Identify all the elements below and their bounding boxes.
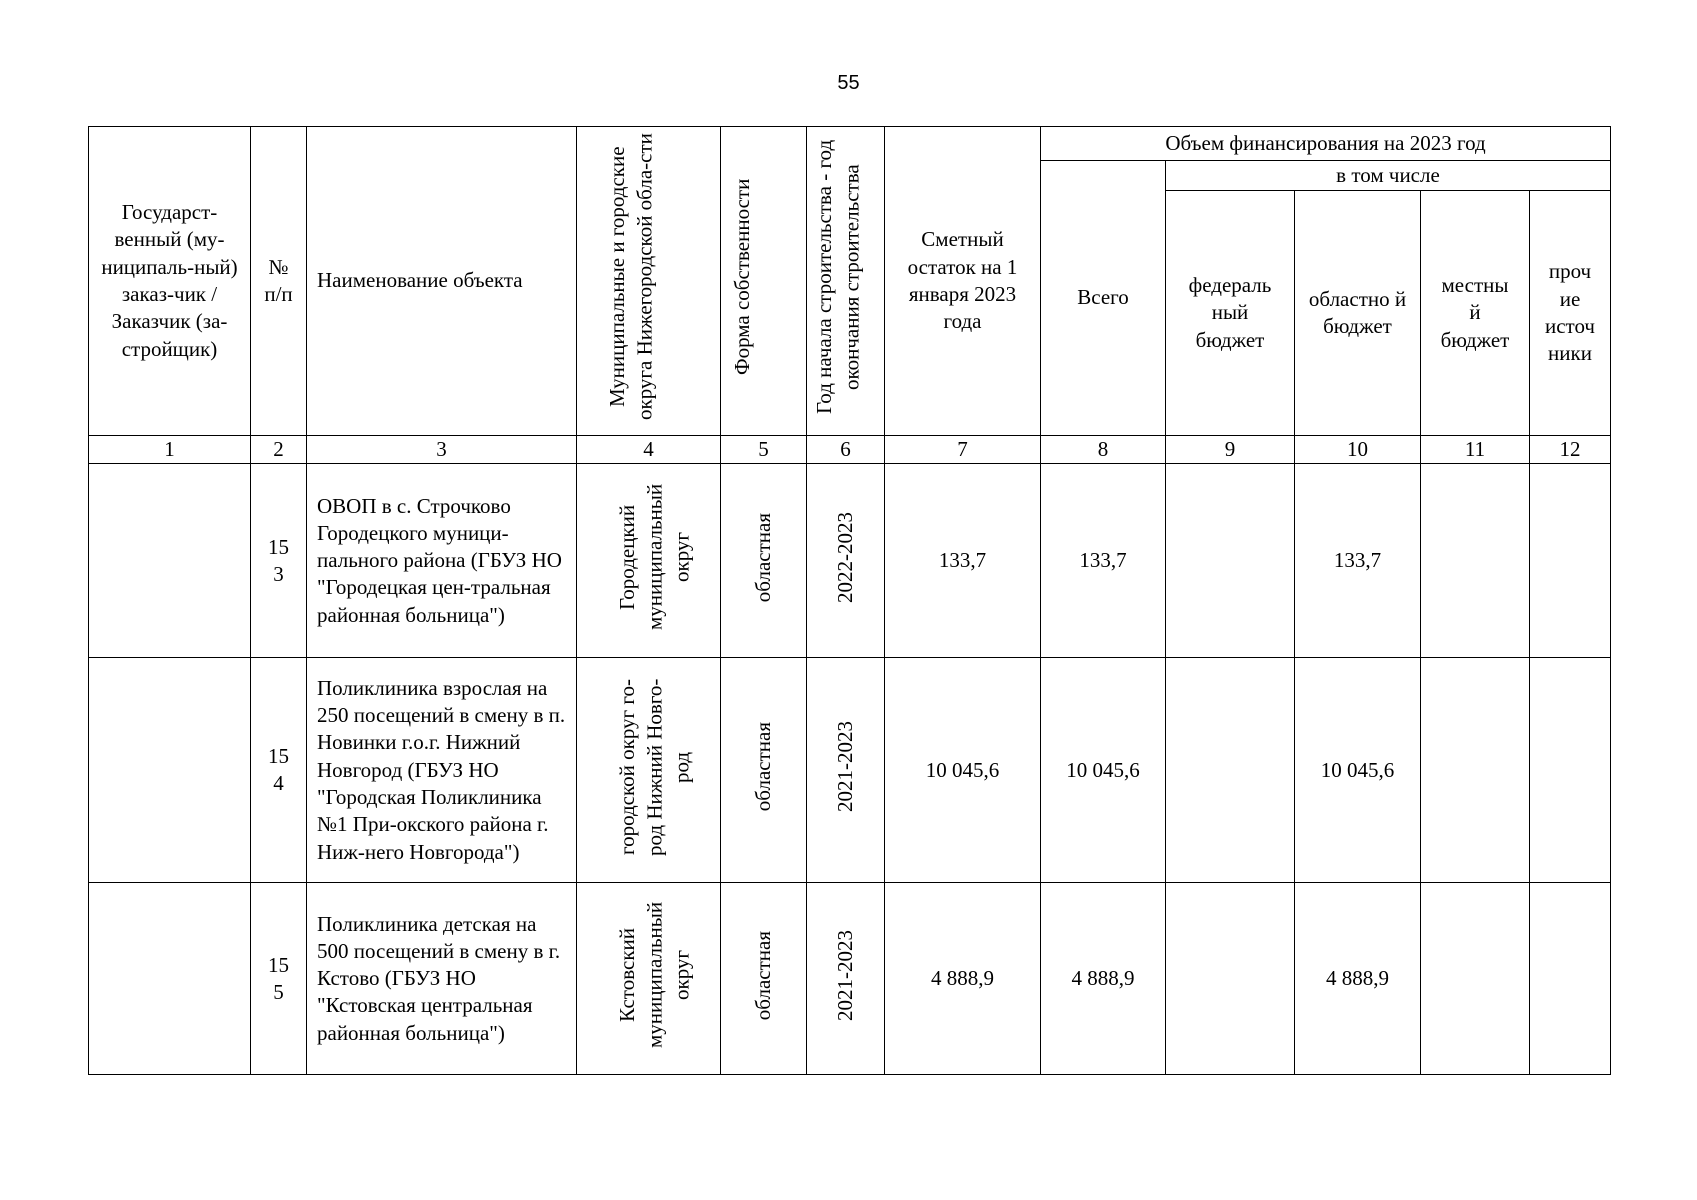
header-funding: Объем финансирования на 2023 год [1041,127,1611,161]
row-num: 15 3 [251,464,307,658]
row-local [1421,464,1530,658]
row-total: 133,7 [1041,464,1166,658]
row-customer [89,658,251,883]
row-ownership: областная [721,883,807,1075]
row-total: 10 045,6 [1041,658,1166,883]
table-row [89,464,1611,658]
row-regional: 4 888,9 [1295,883,1421,1075]
column-number-row [89,436,1611,464]
row-ownership: областная [721,464,807,658]
header-years: Год начала строительства - год окончания строительства [807,127,885,436]
column-number: 3 [307,436,577,464]
row-federal [1166,883,1295,1075]
column-number: 2 [251,436,307,464]
column-number: 6 [807,436,885,464]
header-other: проч ие источ ники [1530,191,1611,436]
row-name: Поликлиника взрослая на 250 посещений в смену в п. Новинки г.о.г. Нижний Новгород (ГБУЗ НО "Городская Поликлиника №1 При-окского района г. Ниж-него Новгорода") [307,658,577,883]
row-federal [1166,658,1295,883]
table-row [89,883,1611,1075]
column-number: 4 [577,436,721,464]
row-total: 4 888,9 [1041,883,1166,1075]
page-number: 55 [837,72,860,94]
row-local [1421,658,1530,883]
header-municipality: Муниципальные и городские округа Нижегородской обла-сти [577,127,721,436]
row-federal [1166,464,1295,658]
header-name: Наименование объекта [307,127,577,436]
row-other [1530,883,1611,1075]
header-including: в том числе [1166,161,1611,191]
row-regional: 10 045,6 [1295,658,1421,883]
header-total: Всего [1041,161,1166,436]
header-local: местны й бюджет [1421,191,1530,436]
row-ownership: областная [721,658,807,883]
column-number: 8 [1041,436,1166,464]
header-num: № п/п [251,127,307,436]
row-years: 2021-2023 [807,658,885,883]
row-years: 2022-2023 [807,464,885,658]
header-federal: федераль ный бюджет [1166,191,1295,436]
column-number: 10 [1295,436,1421,464]
row-num: 15 5 [251,883,307,1075]
row-customer [89,883,251,1075]
row-balance: 133,7 [885,464,1041,658]
row-years: 2021-2023 [807,883,885,1075]
column-number: 12 [1530,436,1611,464]
row-municipality: Городецкий муниципальный округ [577,464,721,658]
column-number: 5 [721,436,807,464]
header-ownership: Форма собственности [721,127,807,436]
column-number: 11 [1421,436,1530,464]
row-name: Поликлиника детская на 500 посещений в смену в г. Кстово (ГБУЗ НО "Кстовская центральная районная больница") [307,883,577,1075]
row-other [1530,464,1611,658]
column-number: 9 [1166,436,1295,464]
header-customer: Государст-венный (му-ниципаль-ный) заказ-чик / Заказчик (за-стройщик) [89,127,251,436]
row-regional: 133,7 [1295,464,1421,658]
column-number: 7 [885,436,1041,464]
row-local [1421,883,1530,1075]
header-regional: областно й бюджет [1295,191,1421,436]
row-name: ОВОП в с. Строчково Городецкого муници-пального района (ГБУЗ НО "Городецкая цен-тральная районная больница") [307,464,577,658]
column-number: 1 [89,436,251,464]
row-other [1530,658,1611,883]
row-municipality: Кстовский муниципальный округ [577,883,721,1075]
row-balance: 10 045,6 [885,658,1041,883]
financing-table [88,126,1611,1075]
row-num: 15 4 [251,658,307,883]
header-balance: Сметный остаток на 1 января 2023 года [885,127,1041,436]
row-customer [89,464,251,658]
row-municipality: городской округ го-род Нижний Новго-род [577,658,721,883]
row-balance: 4 888,9 [885,883,1041,1075]
table-row [89,658,1611,883]
